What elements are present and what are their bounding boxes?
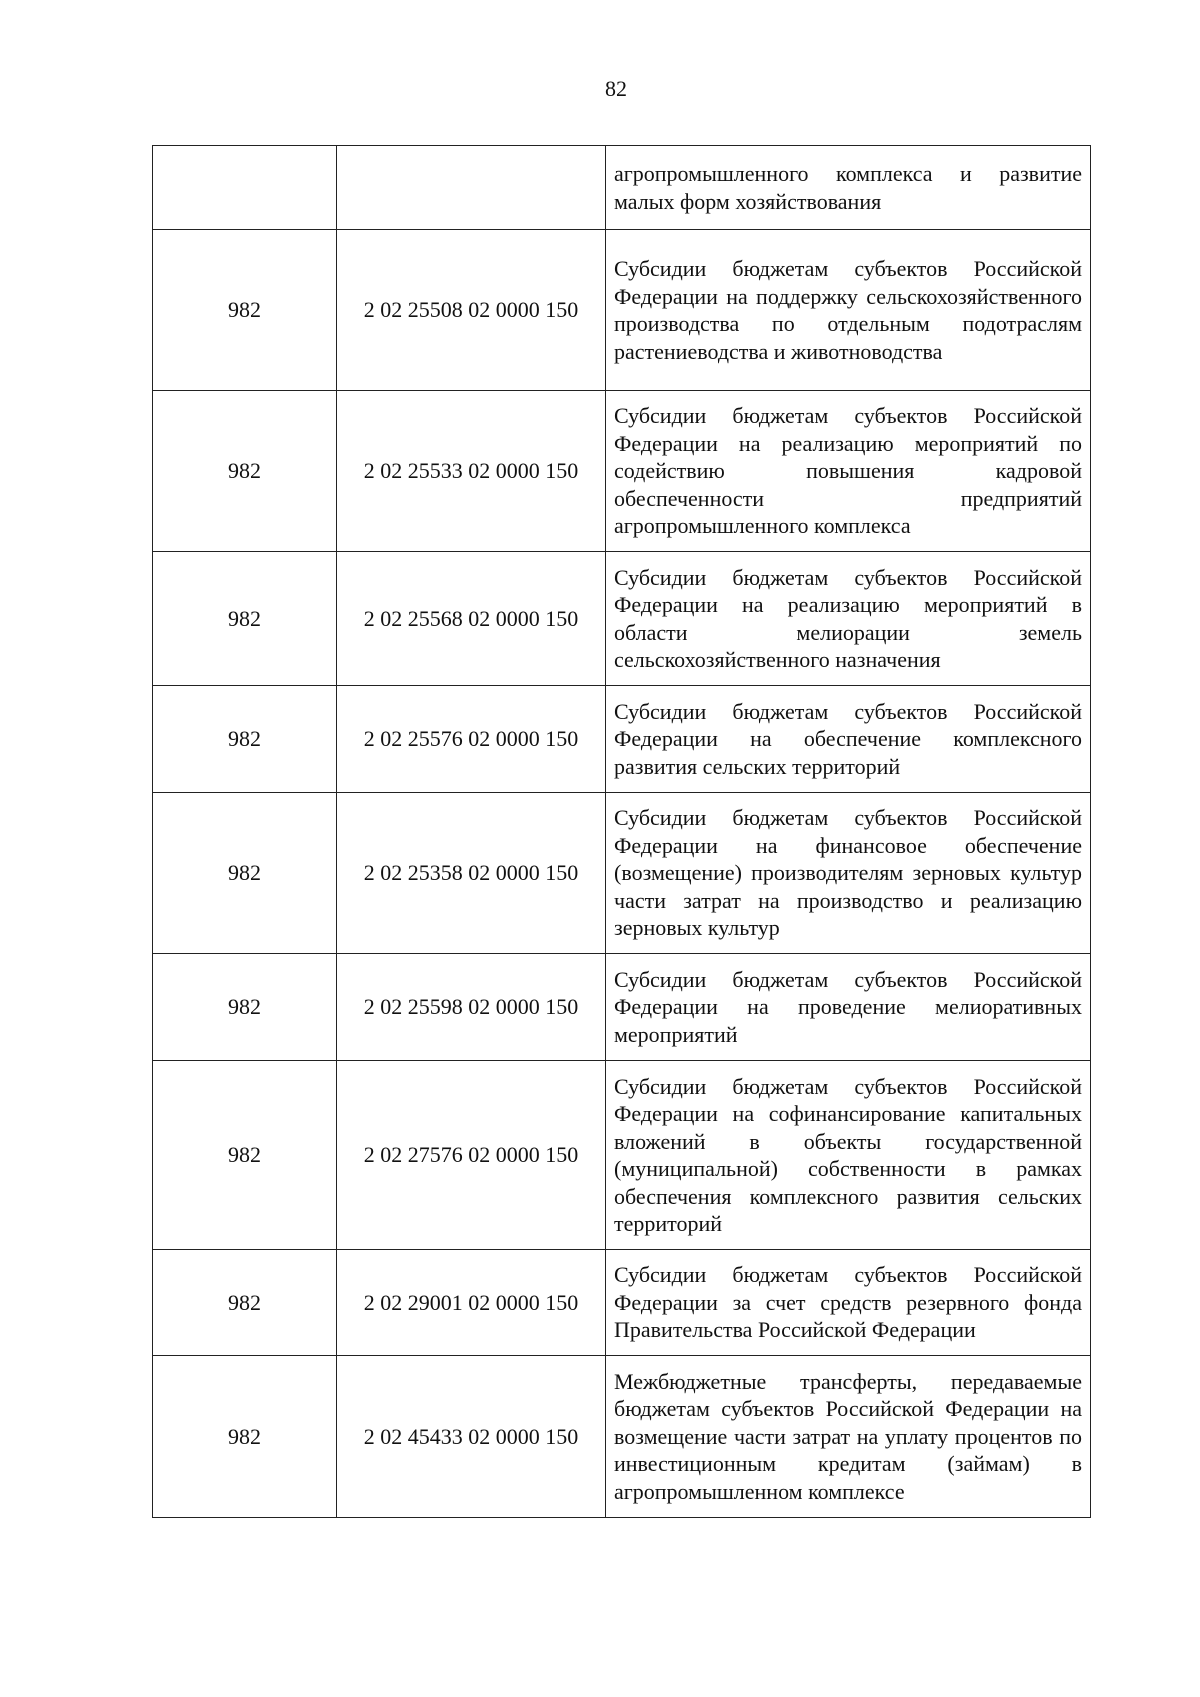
description-cell [606,391,1091,552]
budget-code-cell: 2 02 25568 02 0000 150 [337,552,606,686]
budget-code-cell [337,146,606,230]
budget-code-cell: 2 02 45433 02 0000 150 [337,1356,606,1518]
admin-code-cell: 982 [153,1061,337,1250]
budget-classification-table [152,145,1091,1518]
budget-code-cell: 2 02 27576 02 0000 150 [337,1061,606,1250]
admin-code-cell: 982 [153,230,337,391]
description-cell [606,552,1091,686]
description-cell [606,1061,1091,1250]
description-text: агропромышленного комплекса и развитие малых форм хозяйствования [614,161,1082,214]
description-text: Субсидии бюджетам субъектов Российской Федерации за счет средств резервного фонда Правительства Российской Федерации [614,1262,1082,1343]
description-text: Субсидии бюджетам субъектов Российской Федерации на поддержку сельскохозяйственного производства по отдельным подотраслям растениеводства и животноводства [614,256,1082,364]
budget-code-cell: 2 02 25533 02 0000 150 [337,391,606,552]
admin-code-cell: 982 [153,552,337,686]
budget-code-cell: 2 02 25598 02 0000 150 [337,954,606,1061]
description-cell [606,1250,1091,1356]
table-row [153,1250,1091,1356]
admin-code-cell: 982 [153,391,337,552]
description-text: Субсидии бюджетам субъектов Российской Федерации на финансовое обеспечение (возмещение) производителям зерновых культур части затрат на производство и реализацию зерновых культур [614,805,1082,941]
description-text: Межбюджетные трансферты, передаваемые бюджетам субъектов Российской Федерации на возмещение части затрат на уплату процентов по инвестиционным кредитам (займам) в агропромышленном комплексе [614,1368,1082,1504]
description-cell [606,1356,1091,1518]
budget-code-cell: 2 02 25508 02 0000 150 [337,230,606,391]
table-row [153,230,1091,391]
admin-code-cell: 982 [153,793,337,954]
description-text: Субсидии бюджетам субъектов Российской Федерации на софинансирование капитальных вложений в объекты государственной (муниципальной) собственности в рамках обеспечения комплексного развития сельских территорий [614,1073,1082,1236]
admin-code-cell [153,146,337,230]
description-cell [606,793,1091,954]
budget-code-cell: 2 02 29001 02 0000 150 [337,1250,606,1356]
description-cell [606,146,1091,230]
description-text: Субсидии бюджетам субъектов Российской Федерации на реализацию мероприятий по содействию повышения кадровой обеспеченности предприятий агропромышленного комплекса [614,403,1082,539]
table-row [153,686,1091,793]
description-cell [606,230,1091,391]
description-text: Субсидии бюджетам субъектов Российской Федерации на обеспечение комплексного развития сельских территорий [614,698,1082,779]
table-row [153,391,1091,552]
budget-code-cell: 2 02 25358 02 0000 150 [337,793,606,954]
table-row [153,1356,1091,1518]
budget-code-cell: 2 02 25576 02 0000 150 [337,686,606,793]
page-number: 82 [605,76,627,101]
table-row [153,954,1091,1061]
table-row [153,793,1091,954]
description-cell [606,954,1091,1061]
table-row [153,1061,1091,1250]
table-row [153,552,1091,686]
table-row [153,146,1091,230]
admin-code-cell: 982 [153,1356,337,1518]
description-text: Субсидии бюджетам субъектов Российской Федерации на проведение мелиоративных мероприятий [614,966,1082,1047]
admin-code-cell: 982 [153,954,337,1061]
description-text: Субсидии бюджетам субъектов Российской Федерации на реализацию мероприятий в области мелиорации земель сельскохозяйственного назначения [614,564,1082,672]
admin-code-cell: 982 [153,1250,337,1356]
admin-code-cell: 982 [153,686,337,793]
description-cell [606,686,1091,793]
